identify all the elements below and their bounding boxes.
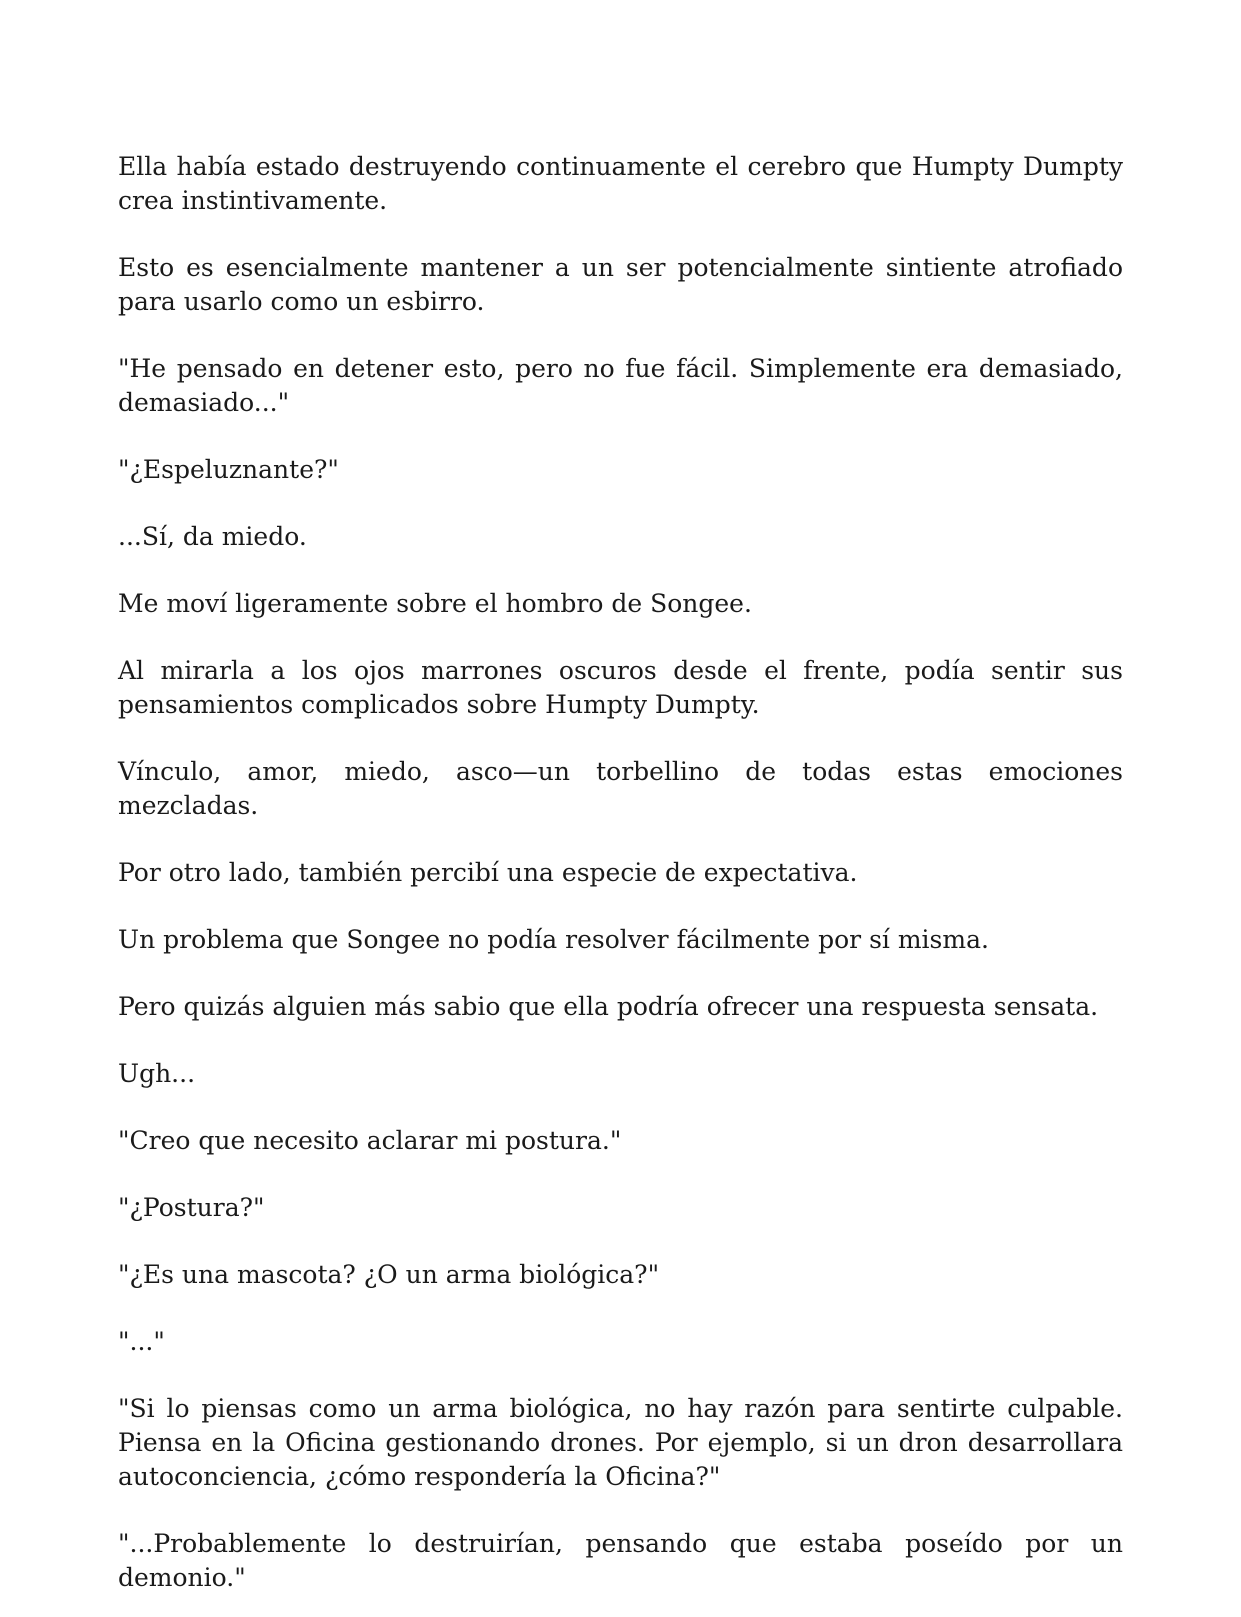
paragraph: Ella había estado destruyendo continuamente el cerebro que Humpty Dumpty crea instintivamente. bbox=[118, 152, 1123, 215]
paragraph: Me moví ligeramente sobre el hombro de Songee. bbox=[118, 589, 752, 618]
dialogue-paragraph: "¿Espeluznante?" bbox=[118, 455, 339, 484]
dialogue-paragraph: "...Probablemente lo destruirían, pensando que estaba poseído por un demonio." bbox=[118, 1529, 1123, 1592]
paragraph: Vínculo, amor, miedo, asco—un torbellino de todas estas emociones mezcladas. bbox=[118, 757, 1123, 820]
dialogue-paragraph: "He pensado en detener esto, pero no fue fácil. Simplemente era demasiado, demasiado..." bbox=[118, 354, 1123, 417]
paragraph: Pero quizás alguien más sabio que ella podría ofrecer una respuesta sensata. bbox=[118, 992, 1099, 1021]
paragraph: Por otro lado, también percibí una especie de expectativa. bbox=[118, 858, 858, 887]
dialogue-paragraph: "Si lo piensas como un arma biológica, no hay razón para sentirte culpable. Piensa en la Oficina gestionando drones. Por ejemplo, si un dron desarrollara autoconciencia, ¿cómo respondería la Oficina?" bbox=[118, 1394, 1123, 1491]
paragraph: Ugh... bbox=[118, 1059, 196, 1088]
dialogue-paragraph: "Creo que necesito aclarar mi postura." bbox=[118, 1126, 622, 1155]
paragraph: ...Sí, da miedo. bbox=[118, 522, 307, 551]
paragraph: Esto es esencialmente mantener a un ser potencialmente sintiente atrofiado para usarlo como un esbirro. bbox=[118, 253, 1123, 316]
body-text bbox=[118, 150, 1123, 1595]
dialogue-paragraph: "..." bbox=[118, 1327, 165, 1356]
paragraph: Al mirarla a los ojos marrones oscuros desde el frente, podía sentir sus pensamientos complicados sobre Humpty Dumpty. bbox=[118, 656, 1123, 719]
dialogue-paragraph: "¿Postura?" bbox=[118, 1193, 265, 1222]
dialogue-paragraph: "¿Es una mascota? ¿O un arma biológica?" bbox=[118, 1260, 660, 1289]
paragraph: Un problema que Songee no podía resolver fácilmente por sí misma. bbox=[118, 925, 989, 954]
